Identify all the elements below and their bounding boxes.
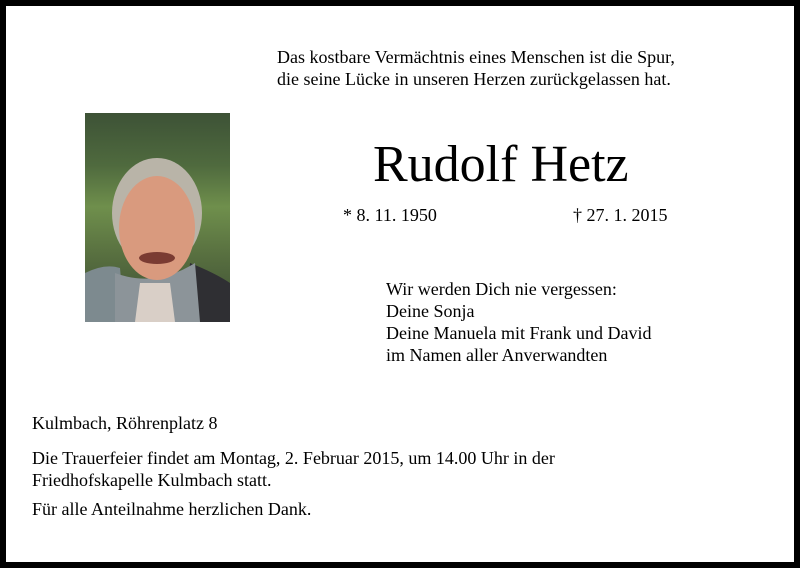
thanks-note: Für alle Anteilnahme herzlichen Dank. <box>32 499 312 519</box>
funeral-line: Friedhofskapelle Kulmbach statt. <box>32 470 272 490</box>
signoff-line: Deine Manuela mit Frank und David <box>386 323 652 343</box>
signoff-line: Deine Sonja <box>386 301 475 321</box>
address: Kulmbach, Röhrenplatz 8 <box>32 413 218 433</box>
signoff-line: im Namen aller Anverwandten <box>386 345 608 365</box>
signoff-line: Wir werden Dich nie vergessen: <box>386 279 617 299</box>
death-date: † 27. 1. 2015 <box>573 205 668 225</box>
funeral-info <box>32 447 555 491</box>
memorial-quote <box>277 46 675 90</box>
portrait-photo <box>85 113 230 322</box>
quote-line: Das kostbare Vermächtnis eines Menschen ist die Spur, <box>277 47 675 67</box>
obituary-page <box>6 6 794 562</box>
quote-line: die seine Lücke in unseren Herzen zurückgelassen hat. <box>277 69 671 89</box>
mourners-signoff <box>386 278 651 366</box>
funeral-line: Die Trauerfeier findet am Montag, 2. Februar 2015, um 14.00 Uhr in der <box>32 448 555 468</box>
birth-date: * 8. 11. 1950 <box>343 205 437 225</box>
deceased-name: Rudolf Hetz <box>373 136 629 193</box>
